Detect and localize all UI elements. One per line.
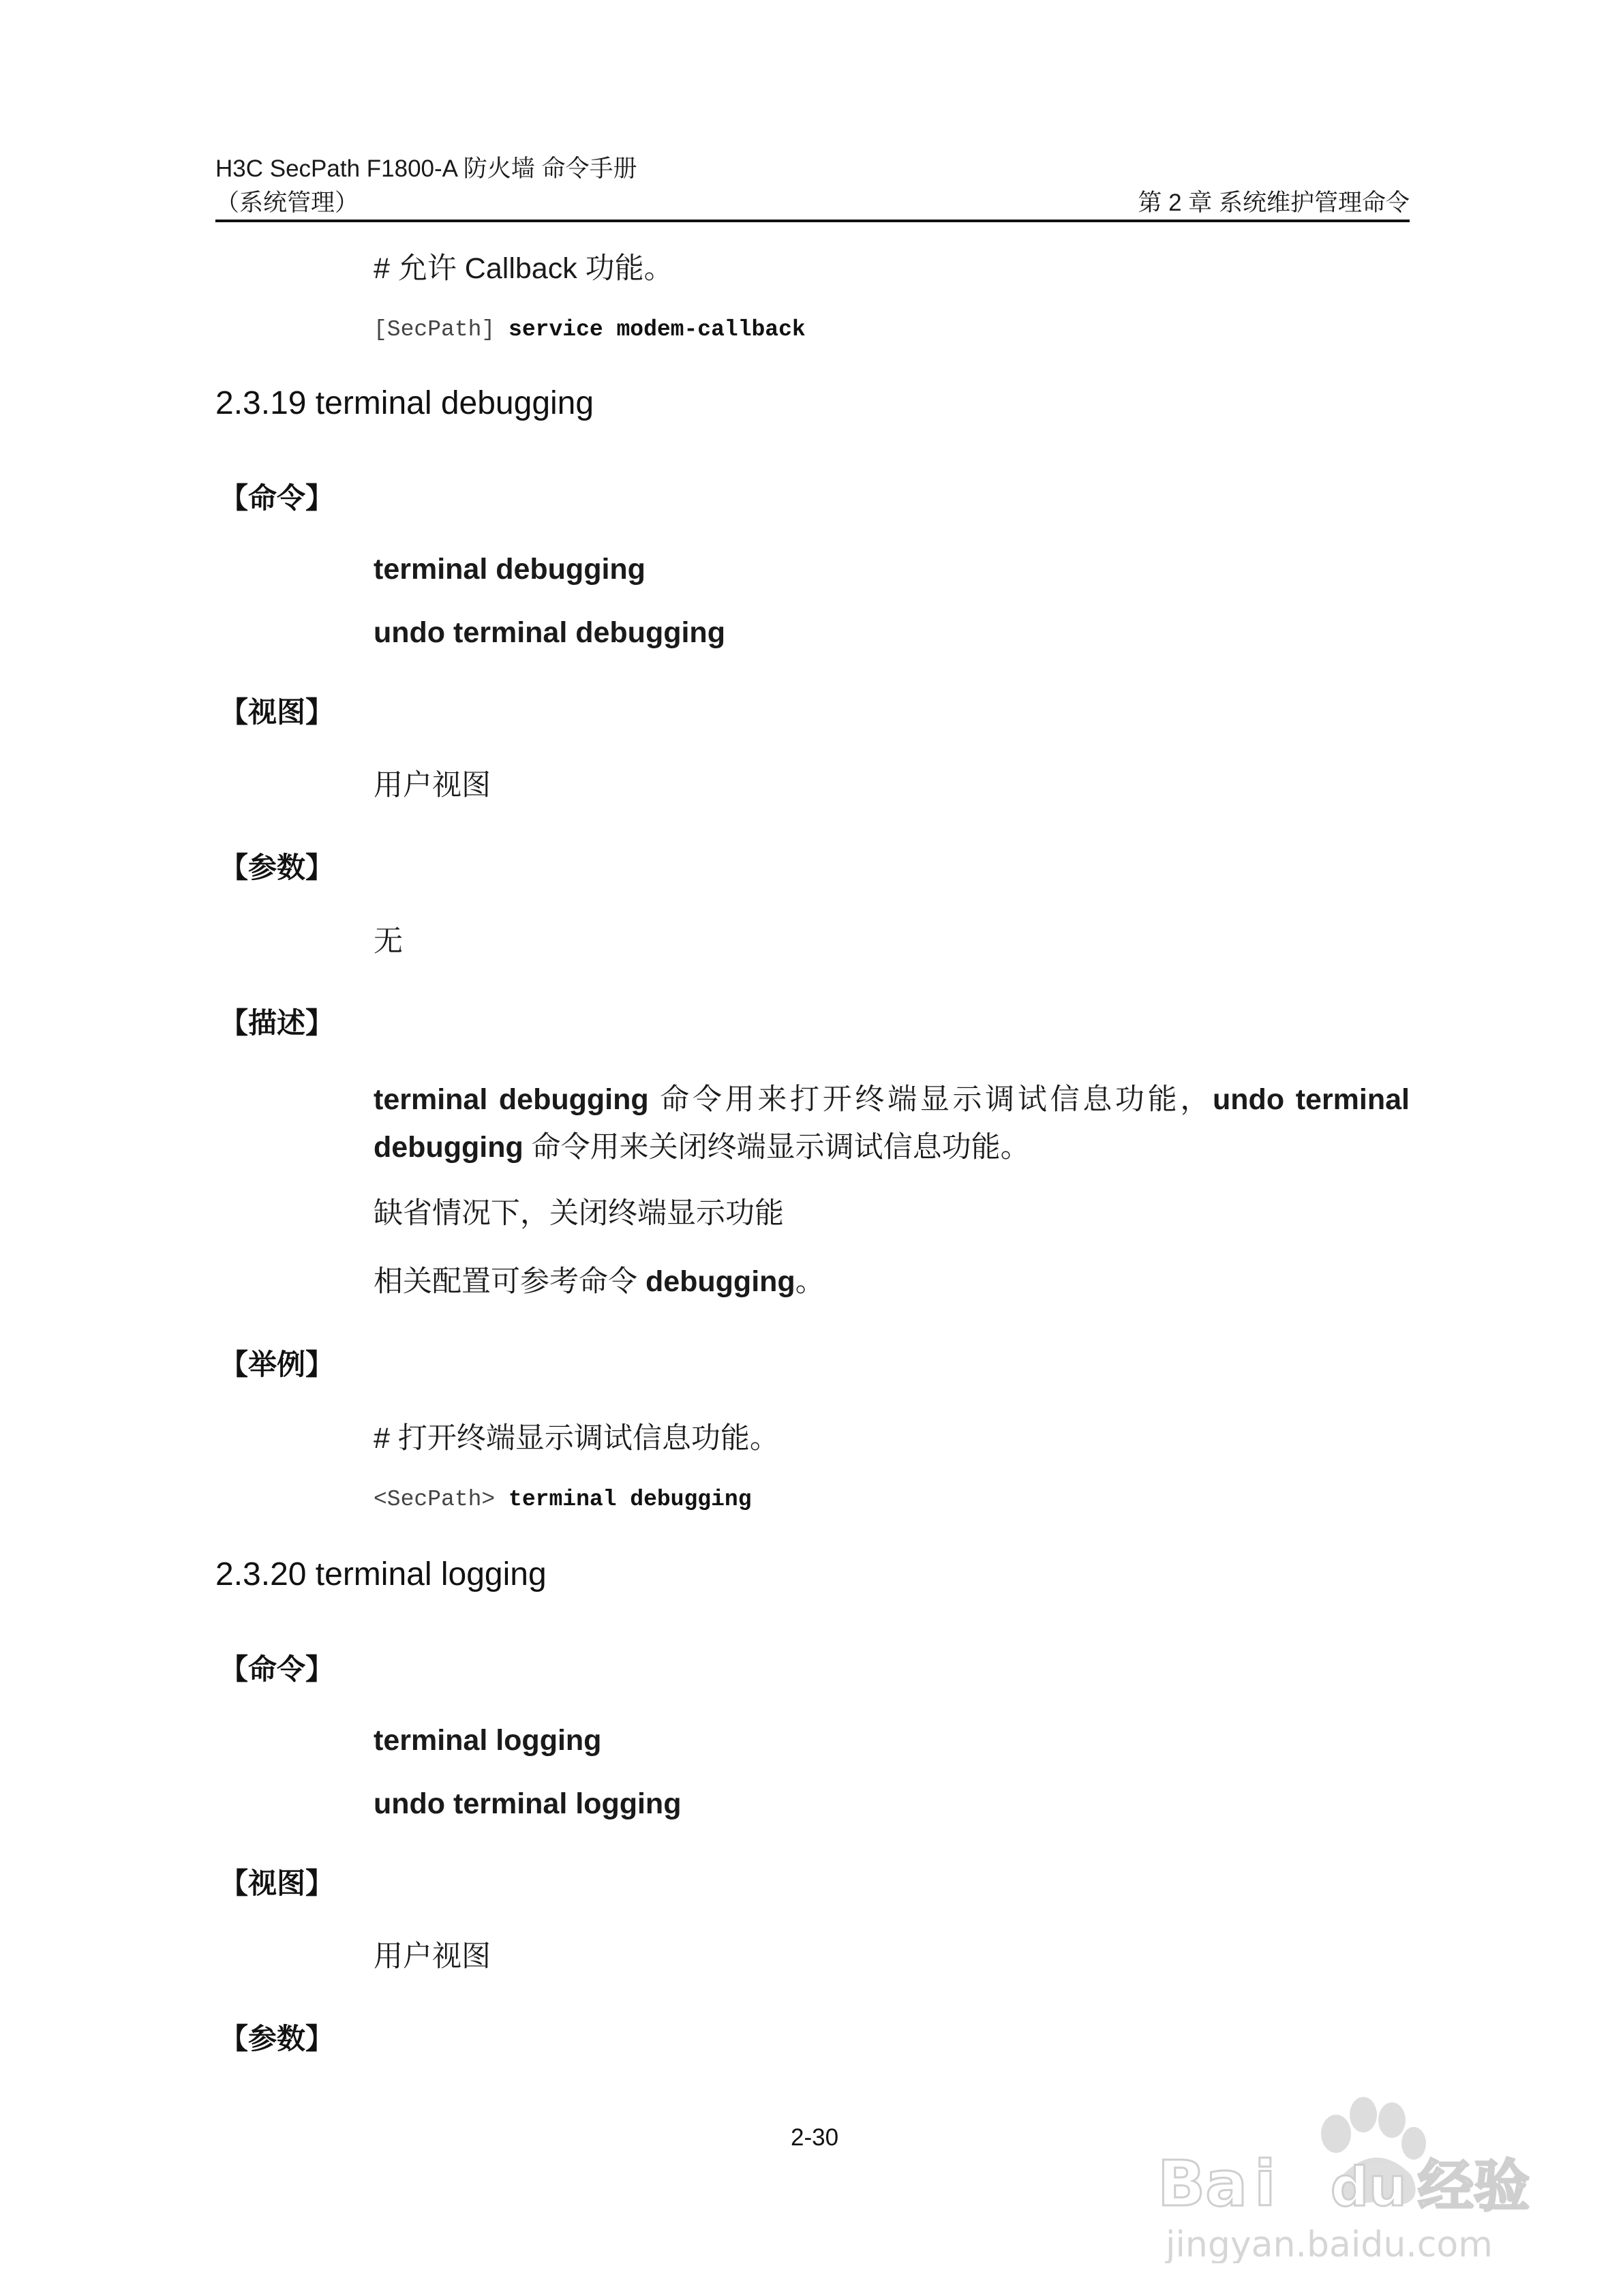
header-title: H3C SecPath F1800-A 防火墙 命令手册 — [215, 155, 637, 182]
view-value: 用户视图 — [374, 769, 491, 802]
header-rule — [215, 220, 1410, 222]
svg-text:du: du — [1331, 2157, 1407, 2218]
section-heading: 2.3.19 terminal debugging — [215, 385, 594, 421]
view-label: 【视图】 — [219, 696, 335, 728]
svg-text:jingyan.baidu.com: jingyan.baidu.com — [1166, 2224, 1493, 2263]
section-heading: 2.3.20 terminal logging — [215, 1556, 547, 1592]
example-comment: # 允许 Callback 功能。 — [374, 252, 673, 285]
description-paragraph: terminal debugging 命令用来打开终端显示调试信息功能，undo terminal debugging 命令用来关闭终端显示调试信息功能。 — [374, 1083, 1410, 1164]
code-line: <SecPath> terminal debugging — [374, 1487, 752, 1512]
example-comment: # 打开终端显示调试信息功能。 — [374, 1422, 779, 1455]
svg-text:Ba: Ba — [1157, 2147, 1248, 2220]
header-subtitle: （系统管理） — [215, 190, 359, 216]
command-syntax: undo terminal debugging — [374, 616, 725, 649]
header-chapter: 第 2 章 系统维护管理命令 — [1138, 190, 1410, 216]
params-value: 无 — [374, 925, 403, 958]
description-default: 缺省情况下，关闭终端显示功能 — [374, 1197, 784, 1230]
description-label: 【描述】 — [219, 1007, 335, 1039]
command-syntax: terminal debugging — [374, 553, 646, 586]
view-label: 【视图】 — [219, 1867, 335, 1899]
page-number: 2-30 — [791, 2124, 839, 2151]
example-label: 【举例】 — [219, 1348, 335, 1380]
svg-text:经验: 经验 — [1418, 2154, 1530, 2219]
description-related: 相关配置可参考命令 debugging。 — [374, 1265, 825, 1298]
view-value: 用户视图 — [374, 1940, 491, 1973]
command-syntax: undo terminal logging — [374, 1787, 682, 1820]
command-syntax: terminal logging — [374, 1724, 602, 1757]
command-label: 【命令】 — [219, 482, 335, 514]
code-line: [SecPath] service modem-callback — [374, 317, 806, 342]
svg-text:i: i — [1254, 2147, 1276, 2220]
command-label: 【命令】 — [219, 1653, 335, 1685]
baidu-watermark-logo — [1152, 2059, 1534, 2263]
params-label: 【参数】 — [219, 851, 335, 883]
params-label: 【参数】 — [219, 2023, 335, 2055]
